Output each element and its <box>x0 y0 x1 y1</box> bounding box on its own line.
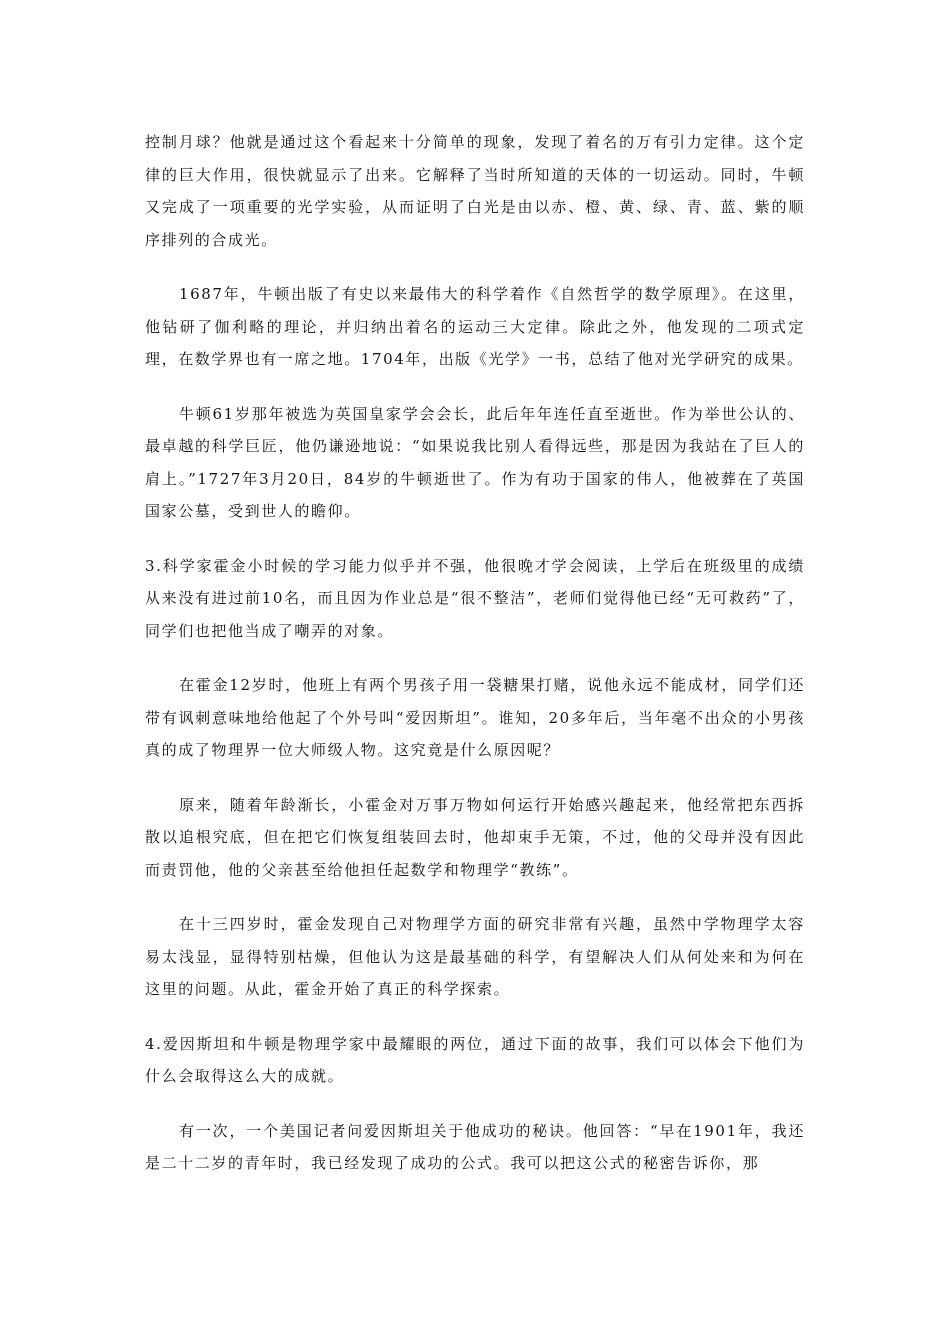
paragraph-hawking-physics: 在十三四岁时，霍金发现自己对物理学方面的研究非常有兴趣，虽然中学物理学太容易太浅显，显得特别枯燥，但他认为这是最基础的科学，有望解决人们从何处来和为何在这里的问题。从此，霍金开始了真正的科学探索。 <box>145 915 805 998</box>
paragraph-newton-gravity: 控制月球？他就是通过这个看起来十分简单的现象，发现了着名的万有引力定律。这个定律的巨大作用，很快就显示了出来。它解释了当时所知道的天体的一切运动。同时，牛顿又完成了一项重要的光学实验，从而证明了白光是由以赤、橙、黄、绿、青、蓝、紫的顺序排列的合成光。 <box>145 133 805 249</box>
paragraph-hawking-childhood: 3.科学家霍金小时候的学习能力似乎并不强，他很晚才学会阅读，上学后在班级里的成绩从来没有进过前10名，而且因为作业总是“很不整洁”，老师们觉得他已经“无可救药”了，同学们也把他当成了嘲弄的对象。 <box>145 556 805 640</box>
paragraph-newton-principia: 1687年，牛顿出版了有史以来最伟大的科学着作《自然哲学的数学原理》。在这里，他钻研了伽利略的理论，并归纳出着名的运动三大定律。除此之外，他发现的二项式定理，在数学界也有一席之地。1704年，出版《光学》一书，总结了他对光学研究的成果。 <box>145 285 805 368</box>
document-page <box>145 126 805 1202</box>
paragraph-einstein-newton-intro: 4.爱因斯坦和牛顿是物理学家中最耀眼的两位，通过下面的故事，我们可以体会下他们为什么会取得这么大的成就。 <box>145 1034 805 1085</box>
paragraph-einstein-secret: 有一次，一个美国记者问爱因斯坦关于他成功的秘诀。他回答：“早在1901年，我还是二十二岁的青年时，我已经发现了成功的公式。我可以把这公式的秘密告诉你，那 <box>145 1121 805 1172</box>
paragraph-newton-royal-society: 牛顿61岁那年被选为英国皇家学会会长，此后年年连任直至逝世。作为举世公认的、最卓越的科学巨匠，他仍谦逊地说：“如果说我比别人看得远些，那是因为我站在了巨人的肩上。”1727年3月20日，84岁的牛顿逝世了。作为有功于国家的伟人，他被葬在了英国国家公墓，受到世人的瞻仰。 <box>145 404 805 520</box>
paragraph-hawking-bet: 在霍金12岁时，他班上有两个男孩子用一袋糖果打赌，说他永远不能成材，同学们还带有讽刺意味地给他起了个外号叫“爱因斯坦”。谁知，20多年后，当年毫不出众的小男孩真的成了物理界一位大师级人物。这究竟是什么原因呢？ <box>145 676 805 759</box>
paragraph-hawking-curiosity: 原来，随着年龄渐长，小霍金对万事万物如何运行开始感兴趣起来，他经常把东西拆散以追根究底，但在把它们恢复组装回去时，他却束手无策，不过，他的父母并没有因此而责罚他，他的父亲甚至给他担任起数学和物理学“教练”。 <box>145 795 805 879</box>
